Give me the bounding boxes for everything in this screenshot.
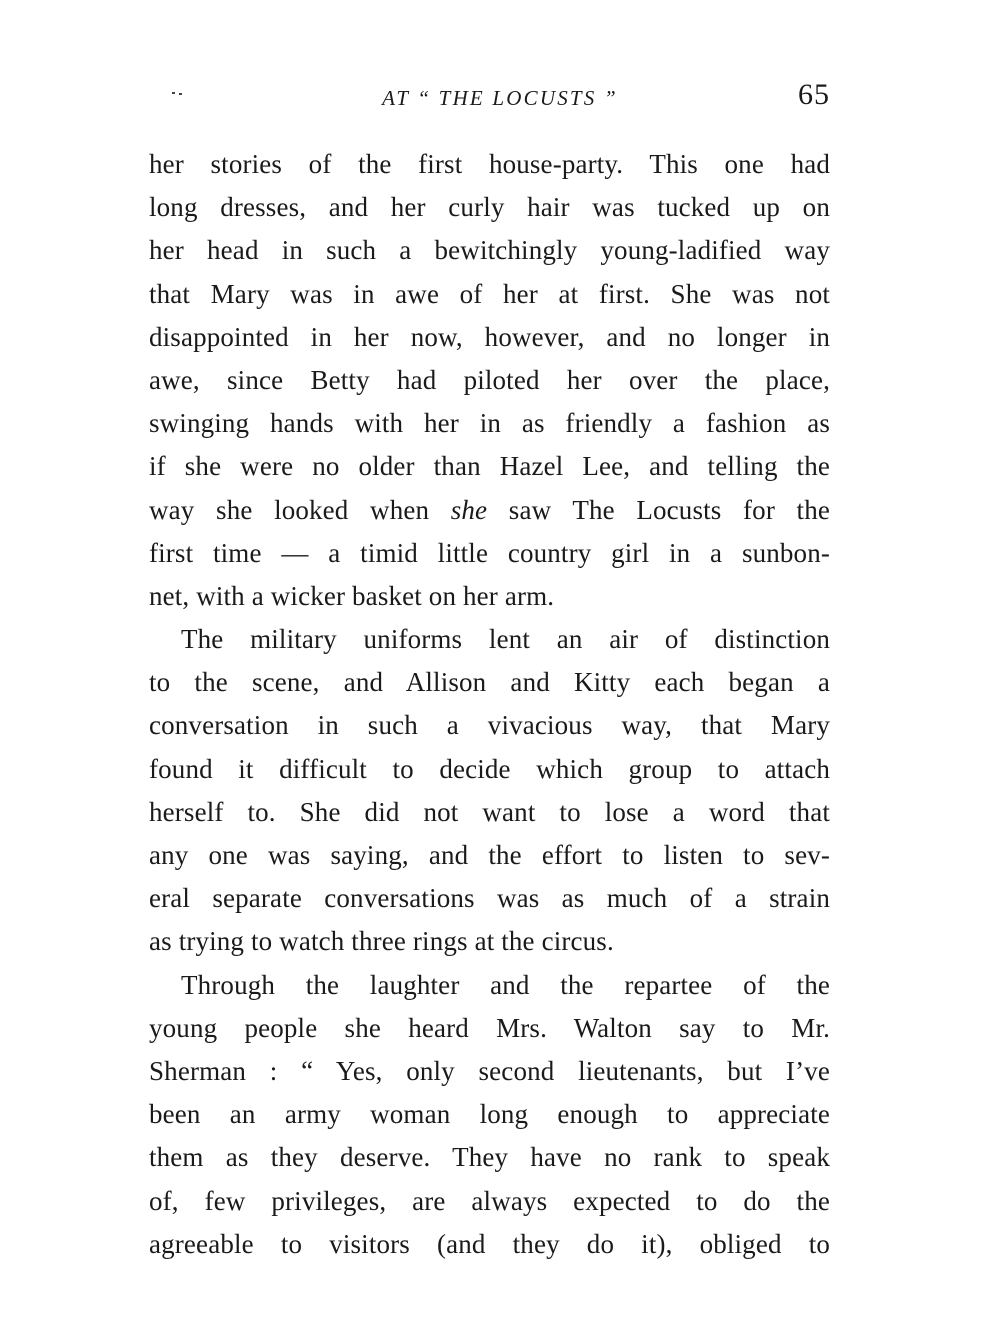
text-line: eral separate conversations was as much of a strain	[149, 883, 830, 914]
paragraph-1	[149, 143, 830, 618]
text-line: Through the laughter and the repartee of the	[181, 969, 830, 1000]
paragraph-2	[149, 618, 830, 964]
text-line: The military uniforms lent an air of distinction	[181, 624, 830, 655]
text-line: young people she heard Mrs. Walton say to Mr.	[149, 1012, 830, 1043]
text-line: to the scene, and Allison and Kitty each began a	[149, 667, 830, 698]
text-line: any one was saying, and the effort to listen to sev-	[149, 840, 830, 870]
text-line: of, few privileges, are always expected to do the	[149, 1185, 830, 1216]
text-line: conversation in such a vivacious way, that Mary	[149, 710, 830, 741]
paragraph-3	[149, 964, 830, 1266]
text-line: agreeable to visitors (and they do it), obliged to	[149, 1228, 830, 1259]
text-segment: way she looked when	[149, 494, 451, 525]
running-title: AT “ THE LOCUSTS ”	[382, 86, 618, 110]
text-line: long dresses, and her curly hair was tucked up on	[149, 192, 830, 223]
text-line: them as they deserve. They have no rank to speak	[149, 1142, 830, 1173]
text-line: been an army woman long enough to appreciate	[149, 1099, 830, 1130]
text-line: as trying to watch three rings at the circus.	[149, 926, 614, 957]
text-line: first time — a timid little country girl in a sunbon-	[149, 537, 830, 568]
page-number: 65	[798, 78, 830, 111]
text-line: her stories of the first house-party. This one had	[149, 149, 830, 179]
text-line: swinging hands with her in as friendly a fashion as	[149, 408, 830, 439]
text-line: that Mary was in awe of her at first. She was not	[149, 278, 830, 309]
body-text	[149, 143, 830, 1266]
text-line: disappointed in her now, however, and no longer in	[149, 321, 830, 352]
text-line: herself to. She did not want to lose a word that	[149, 796, 830, 827]
text-line: if she were no older than Hazel Lee, and telling the	[149, 451, 830, 482]
text-line: net, with a wicker basket on her arm.	[149, 580, 555, 611]
text-line: her head in such a bewitchingly young-ladified way	[149, 235, 830, 266]
running-head	[150, 78, 830, 118]
text-line-with-emphasis	[149, 489, 830, 532]
emphasis-word: she	[450, 494, 488, 525]
text-line: found it difficult to decide which group to attach	[149, 753, 830, 784]
text-segment: saw The Locusts for the	[487, 494, 830, 525]
text-line: Sherman : “ Yes, only second lieutenants, but I’ve	[149, 1055, 830, 1086]
text-line: awe, since Betty had piloted her over the place,	[149, 364, 830, 395]
